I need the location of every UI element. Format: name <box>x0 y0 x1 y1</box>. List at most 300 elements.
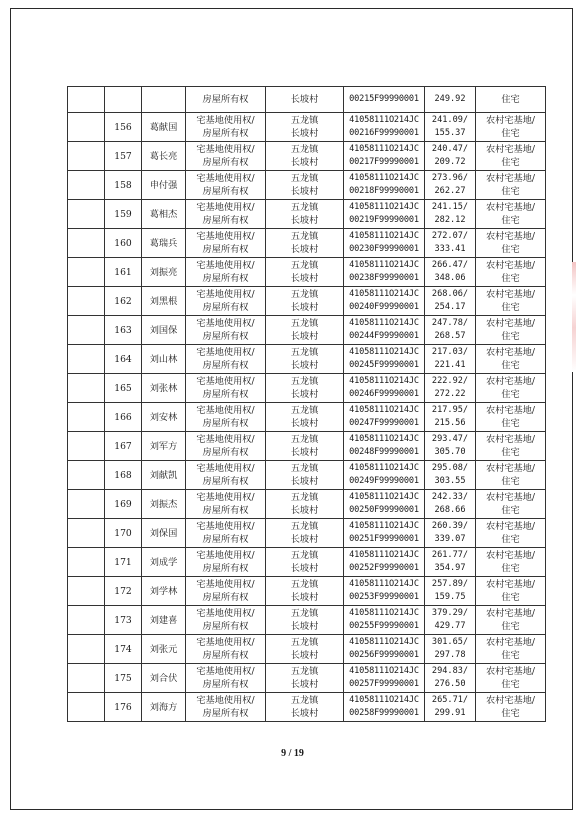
location-cell <box>266 171 344 200</box>
location-cell-line-1: 五龙镇 <box>290 550 319 561</box>
name-cell: 刘学林 <box>142 577 186 606</box>
area-cell-line-1: 268.06/ <box>431 289 469 299</box>
area-cell-line-1: 261.77/ <box>431 550 469 560</box>
area-cell-line-1: 217.95/ <box>431 405 469 415</box>
table-row <box>68 664 546 693</box>
name-cell: 刘保国 <box>142 519 186 548</box>
unit-code-cell-line-2: 00240F99990001 <box>349 302 419 312</box>
rights-type-cell <box>186 316 266 345</box>
number-cell: 176 <box>105 693 142 722</box>
unit-code-cell-line-2: 00256F99990001 <box>349 650 419 660</box>
rights-type-cell-line-2: 房屋所有权 <box>202 215 249 226</box>
use-cell <box>476 403 546 432</box>
area-cell-line-1: 301.65/ <box>431 637 469 647</box>
table-row <box>68 519 546 548</box>
unit-code-cell <box>344 606 425 635</box>
blank-cell <box>68 258 105 287</box>
rights-type-cell <box>186 171 266 200</box>
table-row <box>68 200 546 229</box>
blank-cell <box>68 345 105 374</box>
location-cell <box>266 113 344 142</box>
location-cell-line-1: 五龙镇 <box>290 405 319 416</box>
unit-code-cell-line-2: 00248F99990001 <box>349 447 419 457</box>
number-cell: 164 <box>105 345 142 374</box>
name-cell: 刘张林 <box>142 374 186 403</box>
location-cell-line-1: 五龙镇 <box>290 231 319 242</box>
location-cell-line-2: 长坡村 <box>290 708 319 719</box>
seal-edge-mark <box>572 262 576 372</box>
location-cell <box>266 664 344 693</box>
page-number: 9 / 19 <box>281 748 304 759</box>
name-cell: 刘张元 <box>142 635 186 664</box>
rights-type-cell-line-1: 宅基地使用权/ <box>196 666 255 677</box>
table-row <box>68 635 546 664</box>
unit-code-cell: 00215F99990001 <box>344 87 425 113</box>
location-cell-line-1: 五龙镇 <box>290 608 319 619</box>
table-row <box>68 258 546 287</box>
unit-code-cell-line-1: 41058111O214JC <box>349 173 419 183</box>
use-cell-line-2: 住宅 <box>501 476 520 487</box>
table-row <box>68 229 546 258</box>
table-row-continued <box>68 87 546 113</box>
area-cell-line-2: 272.22 <box>434 389 466 399</box>
name-cell: 申付强 <box>142 171 186 200</box>
unit-code-cell-line-1: 41058111O214JC <box>349 231 419 241</box>
table-row <box>68 374 546 403</box>
rights-type-cell <box>186 577 266 606</box>
blank-cell <box>68 577 105 606</box>
area-cell <box>425 287 476 316</box>
area-cell-line-1: 241.09/ <box>431 115 469 125</box>
number-cell: 163 <box>105 316 142 345</box>
use-cell-line-1: 农村宅基地/ <box>485 318 536 329</box>
use-cell <box>476 635 546 664</box>
name-cell: 刘建喜 <box>142 606 186 635</box>
use-cell-line-1: 农村宅基地/ <box>485 666 536 677</box>
rights-type-cell-line-2: 房屋所有权 <box>202 505 249 516</box>
unit-code-cell <box>344 548 425 577</box>
rights-type-cell-line-1: 宅基地使用权/ <box>196 173 255 184</box>
number-cell: 171 <box>105 548 142 577</box>
unit-code-cell <box>344 229 425 258</box>
use-cell-line-2: 住宅 <box>501 447 520 458</box>
unit-code-cell <box>344 200 425 229</box>
use-cell-line-1: 农村宅基地/ <box>485 521 536 532</box>
unit-code-cell <box>344 664 425 693</box>
number-cell: 172 <box>105 577 142 606</box>
area-cell-line-2: 268.66 <box>434 505 466 515</box>
use-cell-line-1: 农村宅基地/ <box>485 144 536 155</box>
use-cell-line-1: 农村宅基地/ <box>485 347 536 358</box>
unit-code-cell-line-2: 00255F99990001 <box>349 621 419 631</box>
location-cell-line-1: 五龙镇 <box>290 579 319 590</box>
unit-code-cell <box>344 171 425 200</box>
use-cell-line-2: 住宅 <box>501 650 520 661</box>
use-cell-line-2: 住宅 <box>501 244 520 255</box>
location-cell-line-2: 长坡村 <box>290 244 319 255</box>
rights-type-cell <box>186 287 266 316</box>
unit-code-cell <box>344 403 425 432</box>
area-cell-line-2: 215.56 <box>434 418 466 428</box>
area-cell <box>425 229 476 258</box>
use-cell-line-1: 农村宅基地/ <box>485 637 536 648</box>
location-cell <box>266 519 344 548</box>
location-cell-line-2: 长坡村 <box>290 418 319 429</box>
location-cell <box>266 345 344 374</box>
rights-type-cell <box>186 432 266 461</box>
use-cell <box>476 606 546 635</box>
rights-type-cell-line-2: 房屋所有权 <box>202 621 249 632</box>
location-cell-line-2: 长坡村 <box>290 331 319 342</box>
area-cell-line-2: 354.97 <box>434 563 466 573</box>
unit-code-cell-line-1: 41058111O214JC <box>349 637 419 647</box>
location-cell-line-1: 五龙镇 <box>290 289 319 300</box>
area-cell-line-2: 333.41 <box>434 244 466 254</box>
table-row <box>68 693 546 722</box>
area-cell-line-1: 241.15/ <box>431 202 469 212</box>
unit-code-cell-line-2: 00252F99990001 <box>349 563 419 573</box>
rights-type-cell <box>186 374 266 403</box>
location-cell-line-1: 五龙镇 <box>290 492 319 503</box>
use-cell-line-2: 住宅 <box>501 534 520 545</box>
blank-cell <box>68 635 105 664</box>
rights-type-cell <box>186 693 266 722</box>
number-cell: 166 <box>105 403 142 432</box>
location-cell-line-1: 五龙镇 <box>290 347 319 358</box>
name-cell: 刘安林 <box>142 403 186 432</box>
unit-code-cell-line-1: 41058111O214JC <box>349 289 419 299</box>
unit-code-cell-line-1: 41058111O214JC <box>349 492 419 502</box>
location-cell <box>266 258 344 287</box>
location-cell <box>266 548 344 577</box>
use-cell-line-1: 农村宅基地/ <box>485 115 536 126</box>
area-cell-line-1: 265.71/ <box>431 695 469 705</box>
use-cell-line-1: 农村宅基地/ <box>485 434 536 445</box>
use-cell <box>476 693 546 722</box>
unit-code-cell-line-1: 41058111O214JC <box>349 376 419 386</box>
unit-code-cell-line-2: 00217F99990001 <box>349 157 419 167</box>
location-cell-line-1: 五龙镇 <box>290 144 319 155</box>
unit-code-cell <box>344 316 425 345</box>
table-row <box>68 171 546 200</box>
table-row <box>68 403 546 432</box>
location-cell-line-1: 五龙镇 <box>290 695 319 706</box>
blank-cell <box>68 87 105 113</box>
unit-code-cell-line-2: 00258F99990001 <box>349 708 419 718</box>
number-cell: 168 <box>105 461 142 490</box>
table-body <box>68 87 546 722</box>
use-cell <box>476 200 546 229</box>
area-cell-line-2: 282.12 <box>434 215 466 225</box>
name-cell: 葛瑞兵 <box>142 229 186 258</box>
location-cell-line-1: 五龙镇 <box>290 463 319 474</box>
use-cell-line-2: 住宅 <box>501 331 520 342</box>
unit-code-cell-line-1: 41058111O214JC <box>349 144 419 154</box>
area-cell-line-1: 217.03/ <box>431 347 469 357</box>
blank-cell <box>68 606 105 635</box>
rights-type-cell <box>186 258 266 287</box>
blank-cell <box>68 316 105 345</box>
unit-code-cell-line-1: 41058111O214JC <box>349 550 419 560</box>
unit-code-cell <box>344 490 425 519</box>
area-cell <box>425 548 476 577</box>
use-cell-line-1: 农村宅基地/ <box>485 579 536 590</box>
area-cell-line-1: 272.07/ <box>431 231 469 241</box>
blank-cell <box>68 432 105 461</box>
use-cell-line-2: 住宅 <box>501 186 520 197</box>
unit-code-cell-line-2: 00216F99990001 <box>349 128 419 138</box>
unit-code-cell <box>344 519 425 548</box>
unit-code-cell <box>344 635 425 664</box>
rights-type-cell-line-1: 宅基地使用权/ <box>196 463 255 474</box>
rights-type-cell <box>186 490 266 519</box>
location-cell-line-1: 五龙镇 <box>290 260 319 271</box>
location-cell <box>266 200 344 229</box>
number-cell: 160 <box>105 229 142 258</box>
unit-code-cell-line-1: 41058111O214JC <box>349 347 419 357</box>
use-cell <box>476 519 546 548</box>
name-cell: 刘山林 <box>142 345 186 374</box>
blank-cell <box>68 142 105 171</box>
use-cell <box>476 374 546 403</box>
use-cell-line-2: 住宅 <box>501 505 520 516</box>
rights-type-cell-line-2: 房屋所有权 <box>202 592 249 603</box>
area-cell <box>425 664 476 693</box>
use-cell-line-1: 农村宅基地/ <box>485 608 536 619</box>
location-cell-line-2: 长坡村 <box>290 563 319 574</box>
location-cell-line-1: 五龙镇 <box>290 666 319 677</box>
area-cell <box>425 345 476 374</box>
use-cell-line-2: 住宅 <box>501 621 520 632</box>
use-cell-line-2: 住宅 <box>501 360 520 371</box>
number-cell: 174 <box>105 635 142 664</box>
location-cell-line-2: 长坡村 <box>290 186 319 197</box>
rights-type-cell-line-1: 宅基地使用权/ <box>196 637 255 648</box>
rights-type-cell-line-2: 房屋所有权 <box>202 476 249 487</box>
table-row <box>68 490 546 519</box>
use-cell-line-1: 农村宅基地/ <box>485 695 536 706</box>
use-cell-line-2: 住宅 <box>501 592 520 603</box>
unit-code-cell <box>344 693 425 722</box>
rights-type-cell <box>186 635 266 664</box>
unit-code-cell-line-2: 00257F99990001 <box>349 679 419 689</box>
name-cell: 葛长亮 <box>142 142 186 171</box>
area-cell-line-2: 299.91 <box>434 708 466 718</box>
use-cell <box>476 113 546 142</box>
area-cell <box>425 200 476 229</box>
area-cell-line-2: 262.27 <box>434 186 466 196</box>
number-cell: 161 <box>105 258 142 287</box>
number-cell: 167 <box>105 432 142 461</box>
location-cell <box>266 403 344 432</box>
rights-type-cell-line-1: 宅基地使用权/ <box>196 144 255 155</box>
number-cell: 175 <box>105 664 142 693</box>
table-row <box>68 548 546 577</box>
use-cell-line-1: 农村宅基地/ <box>485 550 536 561</box>
unit-code-cell-line-1: 41058111O214JC <box>349 115 419 125</box>
rights-type-cell <box>186 403 266 432</box>
table-row <box>68 142 546 171</box>
unit-code-cell-line-1: 41058111O214JC <box>349 608 419 618</box>
number-cell <box>105 87 142 113</box>
location-cell-line-1: 五龙镇 <box>290 376 319 387</box>
area-cell-line-2: 303.55 <box>434 476 466 486</box>
blank-cell <box>68 664 105 693</box>
blank-cell <box>68 461 105 490</box>
unit-code-cell <box>344 113 425 142</box>
name-cell: 葛相杰 <box>142 200 186 229</box>
location-cell: 长坡村 <box>266 87 344 113</box>
number-cell: 157 <box>105 142 142 171</box>
location-cell-line-2: 长坡村 <box>290 302 319 313</box>
unit-code-cell-line-2: 00249F99990001 <box>349 476 419 486</box>
use-cell-line-1: 农村宅基地/ <box>485 173 536 184</box>
location-cell-line-2: 长坡村 <box>290 215 319 226</box>
use-cell-line-1: 农村宅基地/ <box>485 260 536 271</box>
blank-cell <box>68 403 105 432</box>
rights-type-cell <box>186 200 266 229</box>
table-row <box>68 113 546 142</box>
unit-code-cell <box>344 142 425 171</box>
number-cell: 156 <box>105 113 142 142</box>
location-cell <box>266 374 344 403</box>
location-cell-line-1: 五龙镇 <box>290 173 319 184</box>
name-cell: 刘黑根 <box>142 287 186 316</box>
area-cell-line-1: 293.47/ <box>431 434 469 444</box>
number-cell: 169 <box>105 490 142 519</box>
rights-type-cell-line-1: 宅基地使用权/ <box>196 434 255 445</box>
area-cell-line-1: 295.08/ <box>431 463 469 473</box>
rights-type-cell-line-1: 宅基地使用权/ <box>196 550 255 561</box>
unit-code-cell-line-2: 00244F99990001 <box>349 331 419 341</box>
area-cell-line-1: 273.96/ <box>431 173 469 183</box>
blank-cell <box>68 490 105 519</box>
location-cell <box>266 635 344 664</box>
area-cell: 249.92 <box>425 87 476 113</box>
name-cell: 刘合伏 <box>142 664 186 693</box>
number-cell: 165 <box>105 374 142 403</box>
use-cell-line-1: 农村宅基地/ <box>485 289 536 300</box>
location-cell <box>266 461 344 490</box>
blank-cell <box>68 519 105 548</box>
unit-code-cell-line-2: 00253F99990001 <box>349 592 419 602</box>
use-cell-line-1: 农村宅基地/ <box>485 231 536 242</box>
rights-type-cell-line-2: 房屋所有权 <box>202 679 249 690</box>
use-cell: 住宅 <box>476 87 546 113</box>
rights-type-cell-line-2: 房屋所有权 <box>202 389 249 400</box>
area-cell-line-1: 222.92/ <box>431 376 469 386</box>
table-row <box>68 432 546 461</box>
use-cell <box>476 142 546 171</box>
blank-cell <box>68 374 105 403</box>
use-cell <box>476 577 546 606</box>
unit-code-cell-line-2: 00250F99990001 <box>349 505 419 515</box>
rights-type-cell-line-1: 宅基地使用权/ <box>196 376 255 387</box>
area-cell-line-1: 260.39/ <box>431 521 469 531</box>
use-cell-line-2: 住宅 <box>501 302 520 313</box>
rights-type-cell-line-1: 宅基地使用权/ <box>196 202 255 213</box>
rights-type-cell-line-2: 房屋所有权 <box>202 563 249 574</box>
table-row <box>68 606 546 635</box>
use-cell <box>476 258 546 287</box>
location-cell-line-2: 长坡村 <box>290 621 319 632</box>
area-cell-line-2: 297.78 <box>434 650 466 660</box>
location-cell-line-2: 长坡村 <box>290 447 319 458</box>
use-cell <box>476 548 546 577</box>
rights-type-cell-line-1: 宅基地使用权/ <box>196 115 255 126</box>
unit-code-cell <box>344 577 425 606</box>
rights-type-cell-line-2: 房屋所有权 <box>202 273 249 284</box>
location-cell-line-2: 长坡村 <box>290 476 319 487</box>
location-cell-line-1: 五龙镇 <box>290 434 319 445</box>
location-cell <box>266 287 344 316</box>
rights-type-cell-line-2: 房屋所有权 <box>202 534 249 545</box>
use-cell <box>476 316 546 345</box>
unit-code-cell <box>344 374 425 403</box>
area-cell <box>425 113 476 142</box>
area-cell <box>425 142 476 171</box>
rights-type-cell <box>186 664 266 693</box>
area-cell-line-1: 379.29/ <box>431 608 469 618</box>
blank-cell <box>68 693 105 722</box>
table-row <box>68 316 546 345</box>
rights-type-cell-line-2: 房屋所有权 <box>202 302 249 313</box>
unit-code-cell-line-1: 41058111O214JC <box>349 202 419 212</box>
rights-type-cell-line-1: 宅基地使用权/ <box>196 347 255 358</box>
blank-cell <box>68 113 105 142</box>
unit-code-cell <box>344 432 425 461</box>
area-cell <box>425 519 476 548</box>
blank-cell <box>68 200 105 229</box>
area-cell-line-1: 294.83/ <box>431 666 469 676</box>
name-cell: 刘振亮 <box>142 258 186 287</box>
rights-type-cell <box>186 113 266 142</box>
area-cell-line-1: 247.78/ <box>431 318 469 328</box>
unit-code-cell-line-2: 00251F99990001 <box>349 534 419 544</box>
use-cell <box>476 345 546 374</box>
name-cell: 刘军方 <box>142 432 186 461</box>
name-cell: 刘国保 <box>142 316 186 345</box>
location-cell-line-2: 长坡村 <box>290 360 319 371</box>
rights-type-cell-line-2: 房屋所有权 <box>202 244 249 255</box>
number-cell: 173 <box>105 606 142 635</box>
use-cell-line-2: 住宅 <box>501 708 520 719</box>
rights-type-cell-line-2: 房屋所有权 <box>202 157 249 168</box>
number-cell: 162 <box>105 287 142 316</box>
rights-type-cell-line-2: 房屋所有权 <box>202 128 249 139</box>
rights-type-cell-line-1: 宅基地使用权/ <box>196 521 255 532</box>
rights-type-cell <box>186 142 266 171</box>
use-cell <box>476 461 546 490</box>
area-cell-line-2: 305.70 <box>434 447 466 457</box>
use-cell-line-1: 农村宅基地/ <box>485 202 536 213</box>
unit-code-cell-line-1: 41058111O214JC <box>349 579 419 589</box>
area-cell-line-1: 257.89/ <box>431 579 469 589</box>
number-cell: 159 <box>105 200 142 229</box>
unit-code-cell-line-2: 00219F99990001 <box>349 215 419 225</box>
location-cell-line-2: 长坡村 <box>290 157 319 168</box>
table-row <box>68 577 546 606</box>
location-cell-line-2: 长坡村 <box>290 505 319 516</box>
use-cell-line-1: 农村宅基地/ <box>485 376 536 387</box>
rights-type-cell <box>186 345 266 374</box>
use-cell-line-1: 农村宅基地/ <box>485 463 536 474</box>
rights-type-cell <box>186 519 266 548</box>
area-cell-line-2: 276.50 <box>434 679 466 689</box>
area-cell-line-2: 159.75 <box>434 592 466 602</box>
location-cell <box>266 316 344 345</box>
blank-cell <box>68 229 105 258</box>
